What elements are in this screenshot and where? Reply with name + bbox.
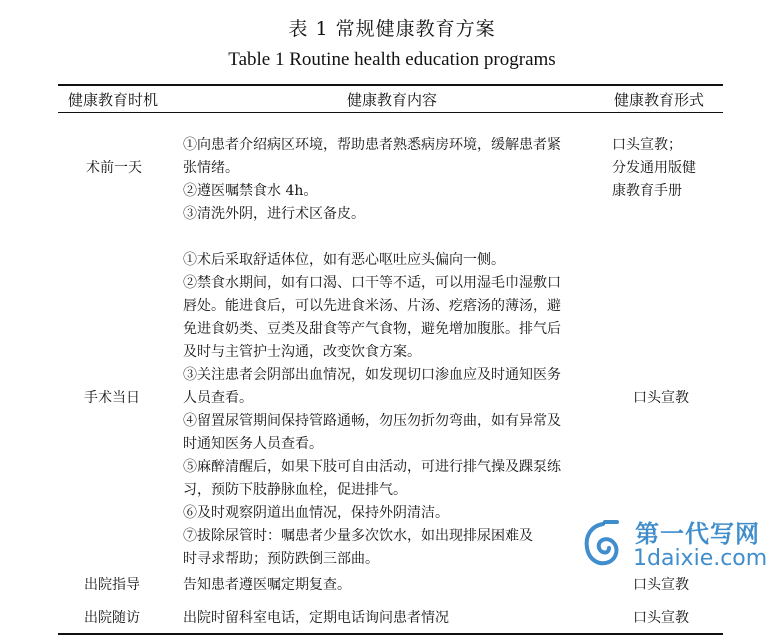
- form-line: 分发通用版健: [612, 160, 696, 176]
- row-surgery-day-content: [183, 249, 601, 571]
- content-line: 及时与主管护士沟通，改变饮食方案。: [183, 344, 421, 360]
- header-form: 健康教育形式: [614, 91, 705, 109]
- content-line: ①向患者介绍病区环境，帮助患者熟悉病房环境，缓解患者紧: [183, 137, 561, 153]
- watermark-en-text: 1daixie.com: [633, 546, 768, 571]
- row-preop-timing: 术前一天: [86, 160, 142, 176]
- form-line: 口头宣教: [633, 390, 689, 406]
- content-line: ③关注患者会阴部出血情况，如发现切口渗血应及时通知医务: [183, 367, 561, 383]
- table-title-cn: 表 1 常规健康教育方案: [288, 18, 496, 40]
- row-surgery-day-form: [633, 387, 689, 410]
- row-discharge-guidance-timing: 出院指导: [84, 577, 140, 593]
- table-bottom-rule: [58, 633, 723, 635]
- row-preop-form: [612, 134, 696, 203]
- content-line: 告知患者遵医嘱定期复查。: [183, 577, 351, 593]
- content-line: 时寻求帮助；预防跌倒三部曲。: [183, 551, 379, 567]
- content-line: 人员查看。: [183, 390, 253, 406]
- form-line: 康教育手册: [612, 183, 682, 199]
- form-line: 口头宣教；: [612, 137, 682, 153]
- content-line: ③清洗外阴，进行术区备皮。: [183, 206, 365, 222]
- form-line: 口头宣教: [633, 577, 689, 593]
- content-line: 出院时留科室电话，定期电话询问患者情况: [183, 610, 449, 626]
- table-title-en: Table 1 Routine health education programs: [228, 49, 556, 70]
- content-line: ⑦拔除尿管时：嘱患者少量多次饮水，如出现排尿困难及: [183, 528, 533, 544]
- table-top-rule: [58, 84, 723, 86]
- content-line: 唇处。能进食后，可以先进食米汤、片汤、疙瘩汤的薄汤，避: [183, 298, 561, 314]
- content-line: ④留置尿管期间保持管路通畅，勿压勿折勿弯曲，如有异常及: [183, 413, 561, 429]
- content-line: ②遵医嘱禁食水 4h。: [183, 183, 318, 199]
- content-line: ⑤麻醉清醒后，如果下肢可自由活动，可进行排气操及踝泵练: [183, 459, 561, 475]
- watermark-cn-text: 第一代写网: [635, 520, 760, 548]
- form-line: 口头宣教: [633, 610, 689, 626]
- table-header-rule: [58, 112, 723, 113]
- header-content: 健康教育内容: [346, 91, 437, 109]
- content-line: ②禁食水期间，如有口渴、口干等不适，可以用湿毛巾湿敷口: [183, 275, 561, 291]
- content-line: 免进食奶类、豆类及甜食等产气食物，避免增加腹胀。排气后: [183, 321, 561, 337]
- row-surgery-day-timing: 手术当日: [84, 390, 140, 406]
- content-line: ⑥及时观察阴道出血情况，保持外阴清洁。: [183, 505, 449, 521]
- header-timing: 健康教育时机: [68, 91, 159, 109]
- row-followup-form: [633, 607, 689, 630]
- row-preop-content: [183, 134, 601, 226]
- content-line: 时通知医务人员查看。: [183, 436, 323, 452]
- row-discharge-guidance-content: [183, 574, 601, 597]
- content-line: 习，预防下肢静脉血栓，促进排气。: [183, 482, 407, 498]
- content-line: 张情绪。: [183, 160, 239, 176]
- row-followup-content: [183, 607, 601, 630]
- content-line: ①术后采取舒适体位，如有恶心呕吐应头偏向一侧。: [183, 252, 505, 268]
- row-discharge-guidance-form: [633, 574, 689, 597]
- swirl-logo-icon: [583, 520, 621, 568]
- watermark: [583, 514, 773, 574]
- row-followup-timing: 出院随访: [84, 610, 140, 626]
